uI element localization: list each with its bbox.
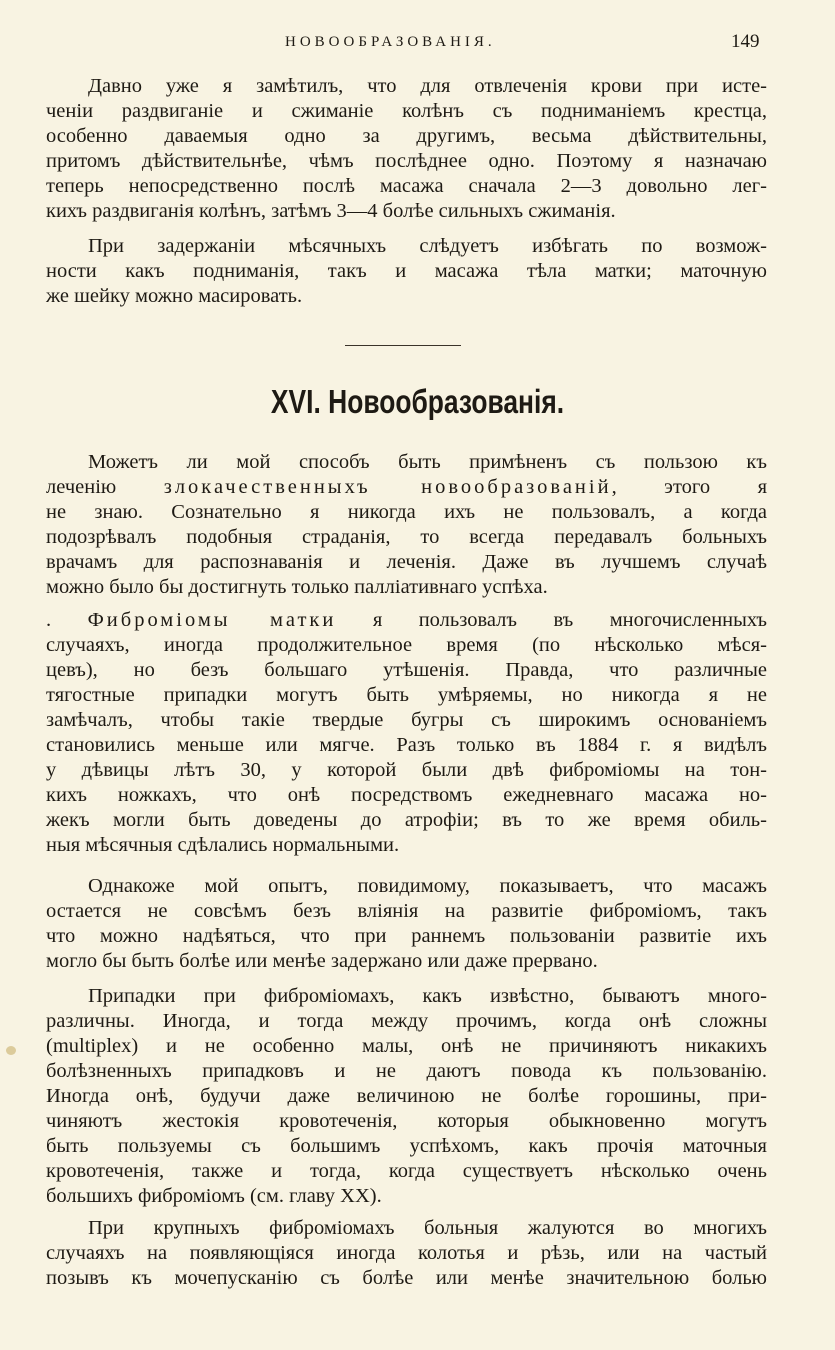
text-line: кровотеченія, также и тогда, когда существуетъ нѣсколько очень <box>46 1160 767 1182</box>
text-line: же шейку можно масировать. <box>46 285 303 307</box>
chapter-title: XVI. Новообразованія. <box>270 383 565 420</box>
text-line: могло бы быть болѣе или менѣе задержано или даже прервано. <box>46 950 598 972</box>
text-line: замѣчалъ, чтобы такіе твердые бугры съ широкимъ основаніемъ <box>46 709 767 731</box>
text-line: ности какъ подниманія, такъ и масажа тѣла матки; маточную <box>46 260 767 282</box>
text-line: Давно уже я замѣтилъ, что для отвлеченія крови при исте- <box>88 75 767 97</box>
text-line: врачамъ для распознаванія и леченія. Даже въ лучшемъ случаѣ <box>46 551 767 573</box>
text-line: При крупныхъ фиброміомахъ больныя жалуются во многихъ <box>88 1217 767 1239</box>
text-line: что можно надѣяться, что при раннемъ пользованіи развитіе ихъ <box>46 925 767 947</box>
text-line: тягостные припадки могутъ быть умѣряемы, но никогда я не <box>46 684 767 706</box>
text-line: не знаю. Сознательно я никогда ихъ не пользовалъ, а когда <box>46 501 767 523</box>
text-line: Однакоже мой опытъ, повидимому, показываетъ, что масажъ <box>88 875 767 897</box>
text-line: особенно даваемыя одно за другимъ, весьма дѣйствительны, <box>46 125 767 147</box>
text-line: болѣзненныхъ припадковъ и не даютъ повода къ пользованію. <box>46 1060 767 1082</box>
text-line: можно было бы достигнуть только палліативнаго успѣха. <box>46 576 548 598</box>
text-line: подозрѣвалъ подобныя страданія, то всегда передавалъ больныхъ <box>46 526 767 548</box>
text-line: При задержаніи мѣсячныхъ слѣдуетъ избѣгать по возмож- <box>88 235 767 257</box>
page-header <box>0 31 835 54</box>
text-line: (multiplex) и не особенно малы, онѣ не причиняютъ никакихъ <box>46 1035 767 1057</box>
text-line: Припадки при фиброміомахъ, какъ извѣстно, бываютъ много- <box>88 985 767 1007</box>
text-line: быть пользуемы съ большимъ успѣхомъ, какъ прочія маточныя <box>46 1135 767 1157</box>
emphasized-text: злокачественныхъ новообразованій <box>163 476 612 498</box>
text-line: жекъ могли быть доведены до атрофіи; въ то же время обиль- <box>46 809 767 831</box>
text-line: различны. Иногда, и тогда между прочимъ, когда онѣ сложны <box>46 1010 767 1032</box>
text-line: становились меньше или мягче. Разъ только въ 1884 г. я видѣлъ <box>46 734 767 756</box>
text-line: случаяхъ, иногда продолжительное время (по нѣсколько мѣся- <box>46 634 767 656</box>
text-line: Иногда онѣ, будучи даже величиною не болѣе горошины, при- <box>46 1085 767 1107</box>
section-divider <box>345 345 461 346</box>
text-line: чиняютъ жестокія кровотеченія, которыя обыкновенно могутъ <box>46 1110 767 1132</box>
text-line: ченіи раздвиганіе и сжиманіе колѣнъ съ подниманіемъ крестца, <box>46 100 767 122</box>
text-line: цевъ), но безъ большаго утѣшенія. Правда, что различные <box>46 659 767 681</box>
text-line: притомъ дѣйствительнѣе, чѣмъ послѣднее одно. Поэтому я назначаю <box>46 150 767 172</box>
text-line: ныя мѣсячныя сдѣлались нормальными. <box>46 834 400 856</box>
text-line: леченію злокачественныхъ новообразованій, этого я <box>46 476 767 498</box>
text-line: кихъ ножкахъ, что онѣ посредствомъ ежедневнаго масажа но- <box>46 784 767 806</box>
text-line: позывъ къ мочепусканію съ болѣе или менѣе значительною болью <box>46 1267 767 1289</box>
text-line: у дѣвицы лѣтъ 30, у которой были двѣ фиброміомы на тон- <box>46 759 767 781</box>
text-line: случаяхъ на появляющіяся иногда колотья и рѣзь, или на частый <box>46 1242 767 1264</box>
text-line: теперь непосредственно послѣ масажа сначала 2—3 довольно лег- <box>46 175 767 197</box>
text-line: кихъ раздвиганія колѣнъ, затѣмъ 3—4 болѣе сильныхъ сжиманія. <box>46 200 616 222</box>
text-line: большихъ фиброміомъ (см. главу XX). <box>46 1185 382 1207</box>
text-line: Можетъ ли мой способъ быть примѣненъ съ пользою къ <box>88 451 767 473</box>
page-number: 149 <box>731 31 760 52</box>
text-line: остается не совсѣмъ безъ вліянія на развитіе фиброміомъ, такъ <box>46 900 767 922</box>
text-line: . Фиброміомы матки я пользовалъ въ многочисленныхъ <box>46 609 767 631</box>
paper-blemish <box>6 1046 16 1055</box>
running-head: НОВООБРАЗОВАНІЯ. <box>285 34 496 50</box>
emphasized-text: Фиброміомы матки <box>87 609 337 631</box>
